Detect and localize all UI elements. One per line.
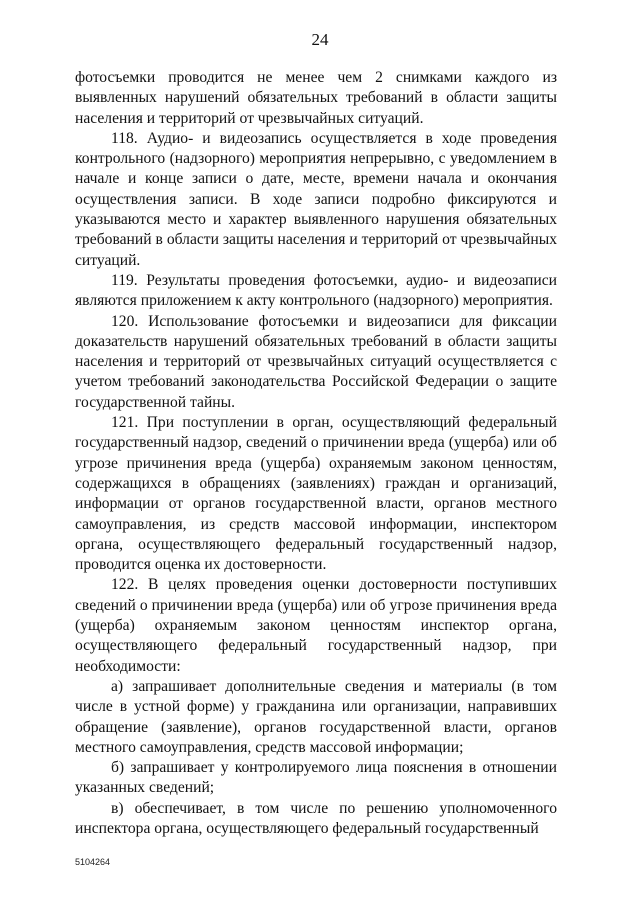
paragraph-120: 120. Использование фотосъемки и видеозаписи для фиксации доказательств нарушений обязательных требований в области защиты населения и территорий от чрезвычайных ситуаций осуществляется с учетом требований законодательства Российской Федерации о защите государственной тайны.	[75, 312, 557, 411]
paragraph-122: 122. В целях проведения оценки достоверности поступивших сведений о причинении вреда (ущерба) или об угрозе причинения вреда (ущерба) охраняемым законом ценностям инспектор органа, осуществляющего федеральный государственный надзор, при необходимости:	[75, 576, 557, 675]
paragraph-122-v: в) обеспечивает, в том числе по решению уполномоченного инспектора органа, осуществляющего федеральный государственный	[75, 799, 557, 837]
paragraph-122-a: а) запрашивает дополнительные сведения и материалы (в том числе в устной форме) у гражданина или организации, направивших обращение (заявление), органов государственной власти, органов местного самоуправления, средств массовой информации;	[75, 677, 557, 756]
page-number: 24	[311, 30, 329, 49]
document-body	[75, 68, 557, 839]
document-code: 5104264	[75, 857, 111, 867]
paragraph-121: 121. При поступлении в орган, осуществляющий федеральный государственный надзор, сведений о причинении вреда (ущерба) или об угрозе причинения вреда (ущерба) охраняемым законом ценностям, содержащихся в обращениях (заявлениях) граждан и организаций, информации от органов государственной власти, органов местного самоуправления, из средств массовой информации, инспектором органа, осуществляющего федеральный государственный надзор, проводится оценка их достоверности.	[75, 414, 557, 574]
paragraph-118: 118. Аудио- и видеозапись осуществляется в ходе проведения контрольного (надзорного) мероприятия непрерывно, с уведомлением в начале и конце записи о дате, месте, времени начала и окончания осуществления записи. В ходе записи подробно фиксируются и указываются место и характер выявленного нарушения обязательных требований в области защиты населения и территорий от чрезвычайных ситуаций.	[75, 129, 557, 269]
paragraph-119: 119. Результаты проведения фотосъемки, аудио- и видеозаписи являются приложением к акту контрольного (надзорного) мероприятия.	[75, 271, 557, 310]
paragraph-122-b: б) запрашивает у контролируемого лица пояснения в отношении указанных сведений;	[75, 759, 557, 797]
paragraph-continuation: фотосъемки проводится не менее чем 2 снимками каждого из выявленных нарушений обязательных требований в области защиты населения и территорий от чрезвычайных ситуаций.	[75, 69, 557, 127]
